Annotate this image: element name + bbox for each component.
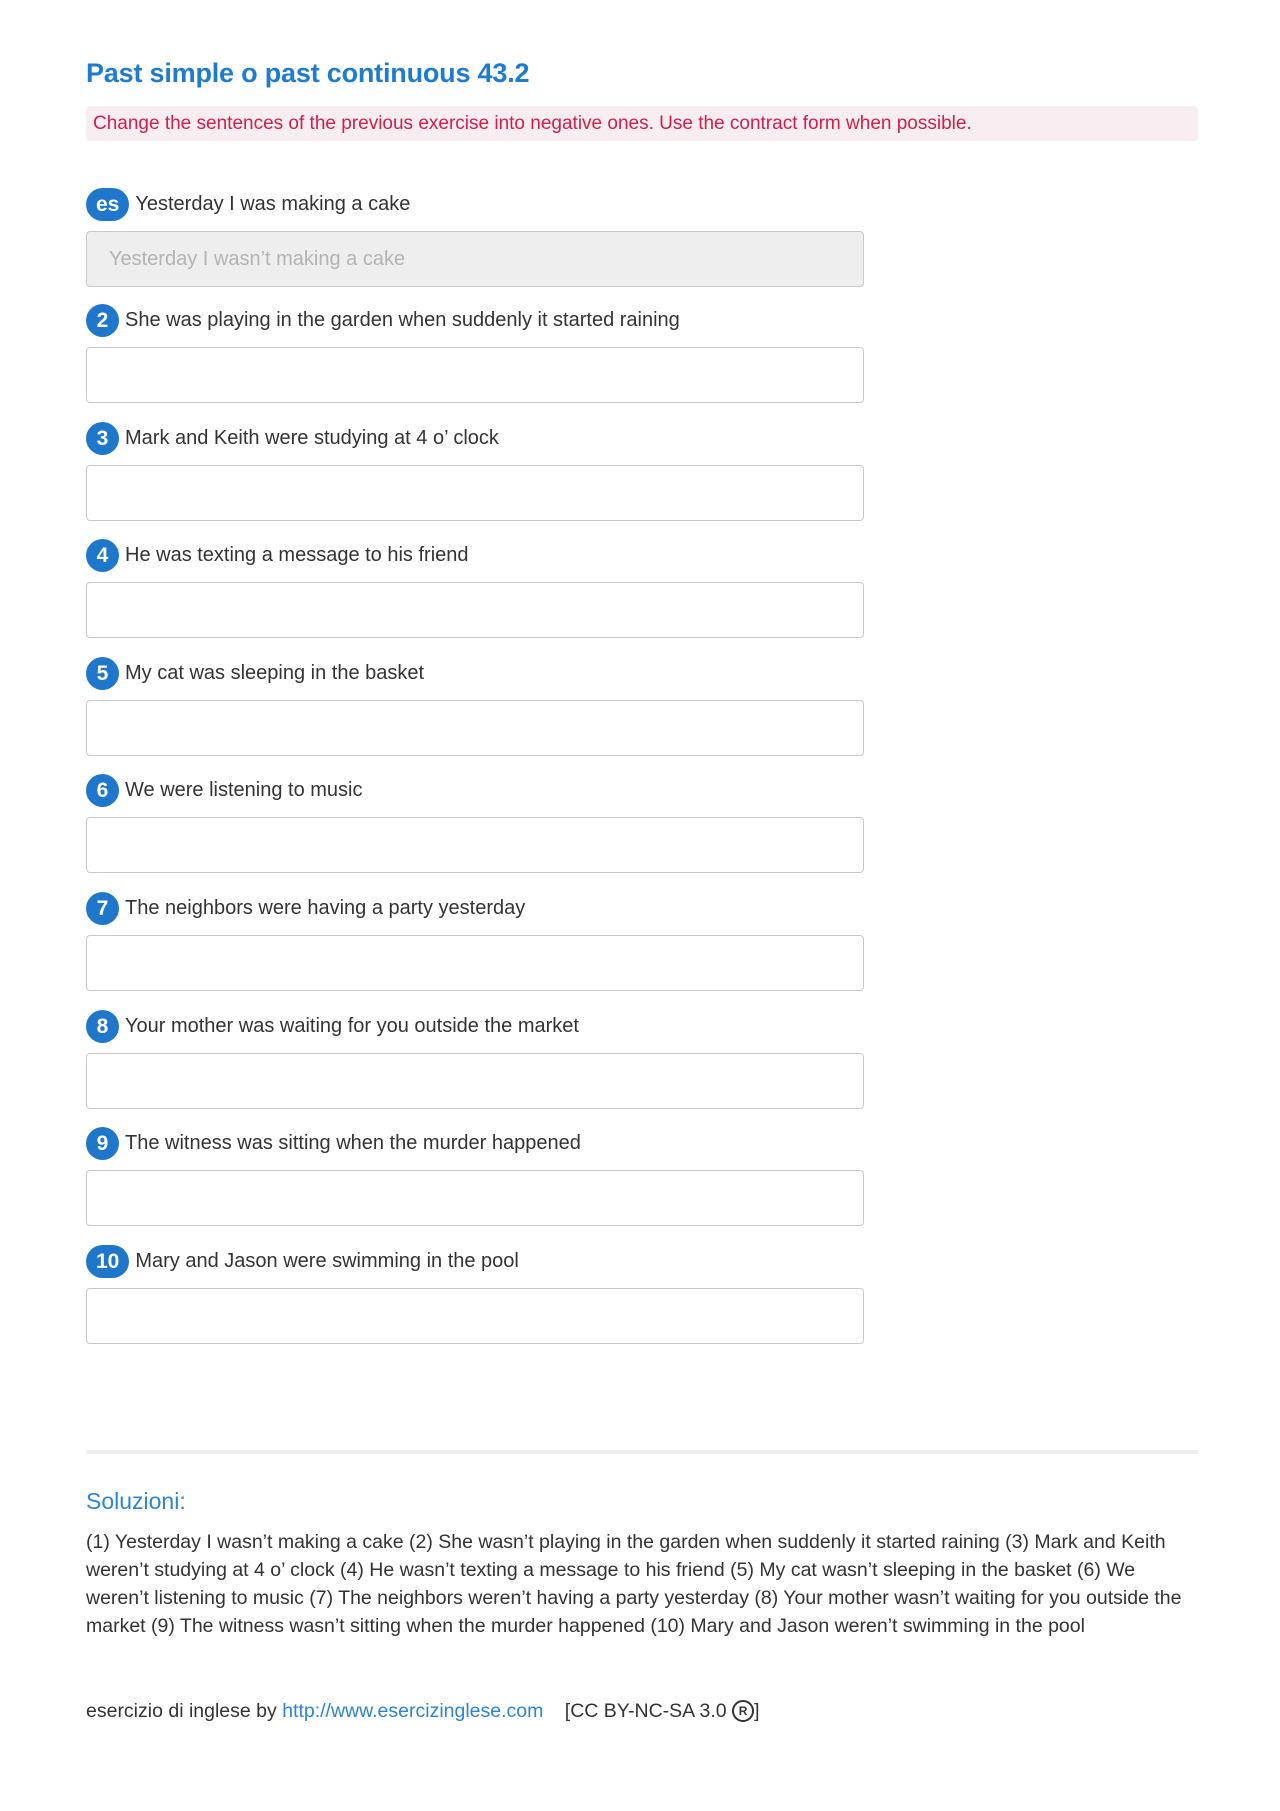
license-close: ] bbox=[754, 1700, 760, 1722]
answer-input[interactable] bbox=[86, 817, 864, 873]
question-text: She was playing in the garden when suddenly it started raining bbox=[125, 309, 680, 331]
question-number-badge: 5 bbox=[86, 657, 119, 690]
question-number-badge: es bbox=[86, 188, 129, 221]
question-5 bbox=[86, 657, 886, 756]
question-9 bbox=[86, 1127, 886, 1226]
registered-icon: R bbox=[732, 1700, 754, 1722]
footer bbox=[86, 1700, 759, 1723]
question-text: Mary and Jason were swimming in the pool bbox=[135, 1250, 519, 1272]
question-text: The neighbors were having a party yesterday bbox=[125, 897, 526, 919]
question-text: Your mother was waiting for you outside the market bbox=[125, 1015, 579, 1037]
page-title: Past simple o past continuous 43.2 bbox=[86, 58, 530, 88]
answer-input[interactable] bbox=[86, 347, 864, 403]
question-text: He was texting a message to his friend bbox=[125, 544, 469, 566]
question-4 bbox=[86, 539, 886, 638]
question-6 bbox=[86, 774, 886, 873]
question-number-badge: 10 bbox=[86, 1245, 129, 1278]
answer-input[interactable] bbox=[86, 1170, 864, 1226]
footer-prefix: esercizio di inglese by bbox=[86, 1700, 277, 1722]
answer-input[interactable] bbox=[86, 1288, 864, 1344]
answer-input[interactable] bbox=[86, 1053, 864, 1109]
question-7 bbox=[86, 892, 886, 991]
question-number-badge: 4 bbox=[86, 539, 119, 572]
answer-input[interactable] bbox=[86, 700, 864, 756]
question-number-badge: 2 bbox=[86, 304, 119, 337]
answer-input[interactable] bbox=[86, 582, 864, 638]
answer-input[interactable] bbox=[86, 465, 864, 521]
question-text: Mark and Keith were studying at 4 o’ clock bbox=[125, 427, 499, 449]
question-3 bbox=[86, 422, 886, 521]
question-number-badge: 6 bbox=[86, 774, 119, 807]
question-number-badge: 9 bbox=[86, 1127, 119, 1160]
question-10 bbox=[86, 1245, 886, 1344]
instructions-banner: Change the sentences of the previous exercise into negative ones. Use the contract form when possible. bbox=[86, 106, 1198, 141]
license-text: [CC BY-NC-SA 3.0 bbox=[564, 1700, 727, 1722]
question-text: We were listening to music bbox=[125, 779, 363, 801]
question-number-badge: 7 bbox=[86, 892, 119, 925]
site-link[interactable]: http://www.esercizinglese.com bbox=[282, 1700, 544, 1722]
question-8 bbox=[86, 1010, 886, 1109]
question-2 bbox=[86, 304, 886, 403]
solutions-heading: Soluzioni: bbox=[86, 1488, 186, 1514]
question-text: The witness was sitting when the murder happened bbox=[125, 1132, 581, 1154]
example-answer-field bbox=[86, 231, 864, 287]
section-divider bbox=[86, 1450, 1198, 1454]
question-number-badge: 3 bbox=[86, 422, 119, 455]
question-1 bbox=[86, 188, 886, 287]
answer-input[interactable] bbox=[86, 935, 864, 991]
question-number-badge: 8 bbox=[86, 1010, 119, 1043]
question-text: My cat was sleeping in the basket bbox=[125, 662, 425, 684]
solutions-text: (1) Yesterday I wasn’t making a cake (2) She wasn’t playing in the garden when suddenly it started raining (3) Mark and Keith weren’t studying at 4 o’ clock (4) He wasn’t texting a message to his friend (5) My cat wasn’t sleeping in the basket (6) We weren’t listening to music (7) The neighbors weren’t having a party yesterday (8) Your mother wasn’t waiting for you outside the market (9) The witness wasn’t sitting when the murder happened (10) Mary and Jason weren’t swimming in the pool bbox=[86, 1531, 1182, 1637]
question-text: Yesterday I was making a cake bbox=[135, 193, 411, 215]
